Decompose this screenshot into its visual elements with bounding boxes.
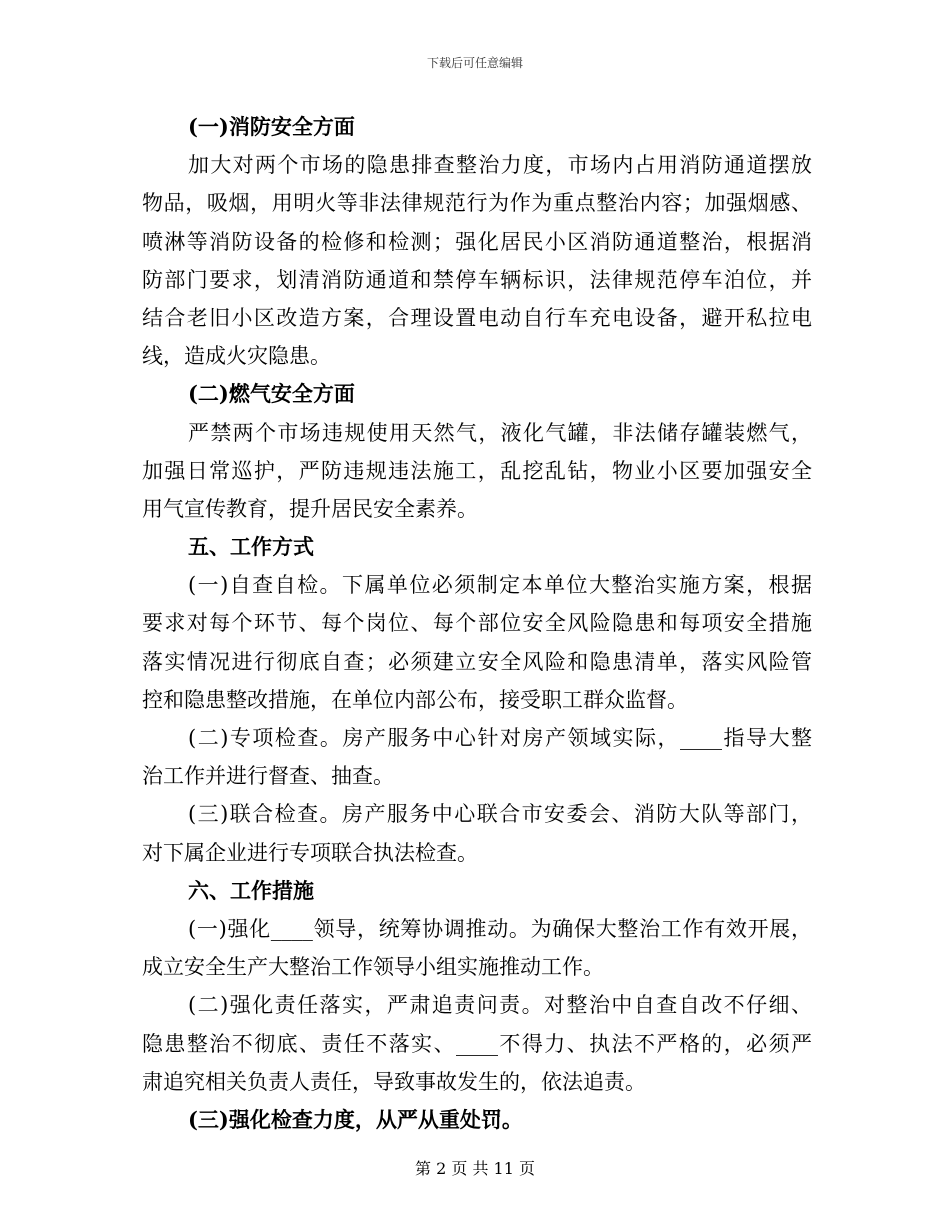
paragraph-line: (一)消防安全方面 [188, 114, 355, 139]
paragraph-line: (二)专项检查。房产服务中心针对房产领域实际，____指导大整 [188, 726, 812, 750]
page-header: 下载后可任意编辑 [426, 56, 523, 70]
paragraph-line: 对下属企业进行专项联合执法检查。 [142, 840, 478, 865]
paragraph-line: 物品，吸烟，用明火等非法律规范行为作为重点整治内容；加强烟感、 [142, 191, 812, 216]
paragraph-line: 成立安全生产大整治工作领导小组实施推动工作。 [142, 955, 604, 980]
paragraph-line: 结合老旧小区改造方案，合理设置电动自行车充电设备，避开私拉电 [142, 305, 812, 330]
paragraph-line: (二)燃气安全方面 [188, 381, 355, 407]
paragraph-line: 用气宣传教育，提升居民安全素养。 [142, 496, 478, 521]
paragraph-line: 线，造成火灾隐患。 [142, 344, 331, 369]
paragraph-line: 六、工作措施 [188, 877, 314, 903]
paragraph-line: (三)强化检查力度，从严从重处罚。 [188, 1106, 523, 1132]
paragraph-line: 隐患整治不彻底、责任不落实、____不得力、执法不严格的，必须严 [142, 1031, 812, 1056]
paragraph-line: 加大对两个市场的隐患排查整治力度，市场内占用消防通道摆放 [188, 153, 812, 178]
paragraph-line: (二)强化责任落实，严肃追责问责。对整治中自查自改不仔细、 [188, 993, 812, 1018]
paragraph-line: 加强日常巡护，严防违规违法施工，乱挖乱钻，物业小区要加强安全 [142, 458, 812, 483]
paragraph-line: (一)强化____领导，统筹协调推动。为确保大整治工作有效开展， [188, 916, 812, 941]
paragraph-line: (一)自查自检。下属单位必须制定本单位大整治实施方案，根据 [188, 573, 812, 598]
page-footer: 第 2 页 共 11 页 [415, 1159, 535, 1178]
paragraph-line: 严禁两个市场违规使用天然气，液化气罐，非法储存罐装燃气， [188, 420, 812, 445]
paragraph-line: 五、工作方式 [188, 534, 314, 560]
paragraph-line: 防部门要求，划清消防通道和禁停车辆标识，法律规范停车泊位，并 [142, 267, 812, 292]
paragraph-line: 控和隐患整改措施，在单位内部公布，接受职工群众监督。 [142, 687, 688, 712]
document-body [142, 108, 812, 1139]
paragraph-line: 治工作并进行督查、抽查。 [142, 764, 394, 789]
paragraph-line: 落实情况进行彻底自查；必须建立安全风险和隐患清单，落实风险管 [142, 649, 812, 674]
paragraph-line: 喷淋等消防设备的检修和检测；强化居民小区消防通道整治，根据消 [142, 229, 812, 254]
paragraph-line: 肃追究相关负责人责任，导致事故发生的，依法追责。 [142, 1069, 646, 1094]
paragraph-line: 要求对每个环节、每个岗位、每个部位安全风险隐患和每项安全措施 [142, 611, 812, 636]
paragraph-line: (三)联合检查。房产服务中心联合市安委会、消防大队等部门， [188, 802, 812, 827]
